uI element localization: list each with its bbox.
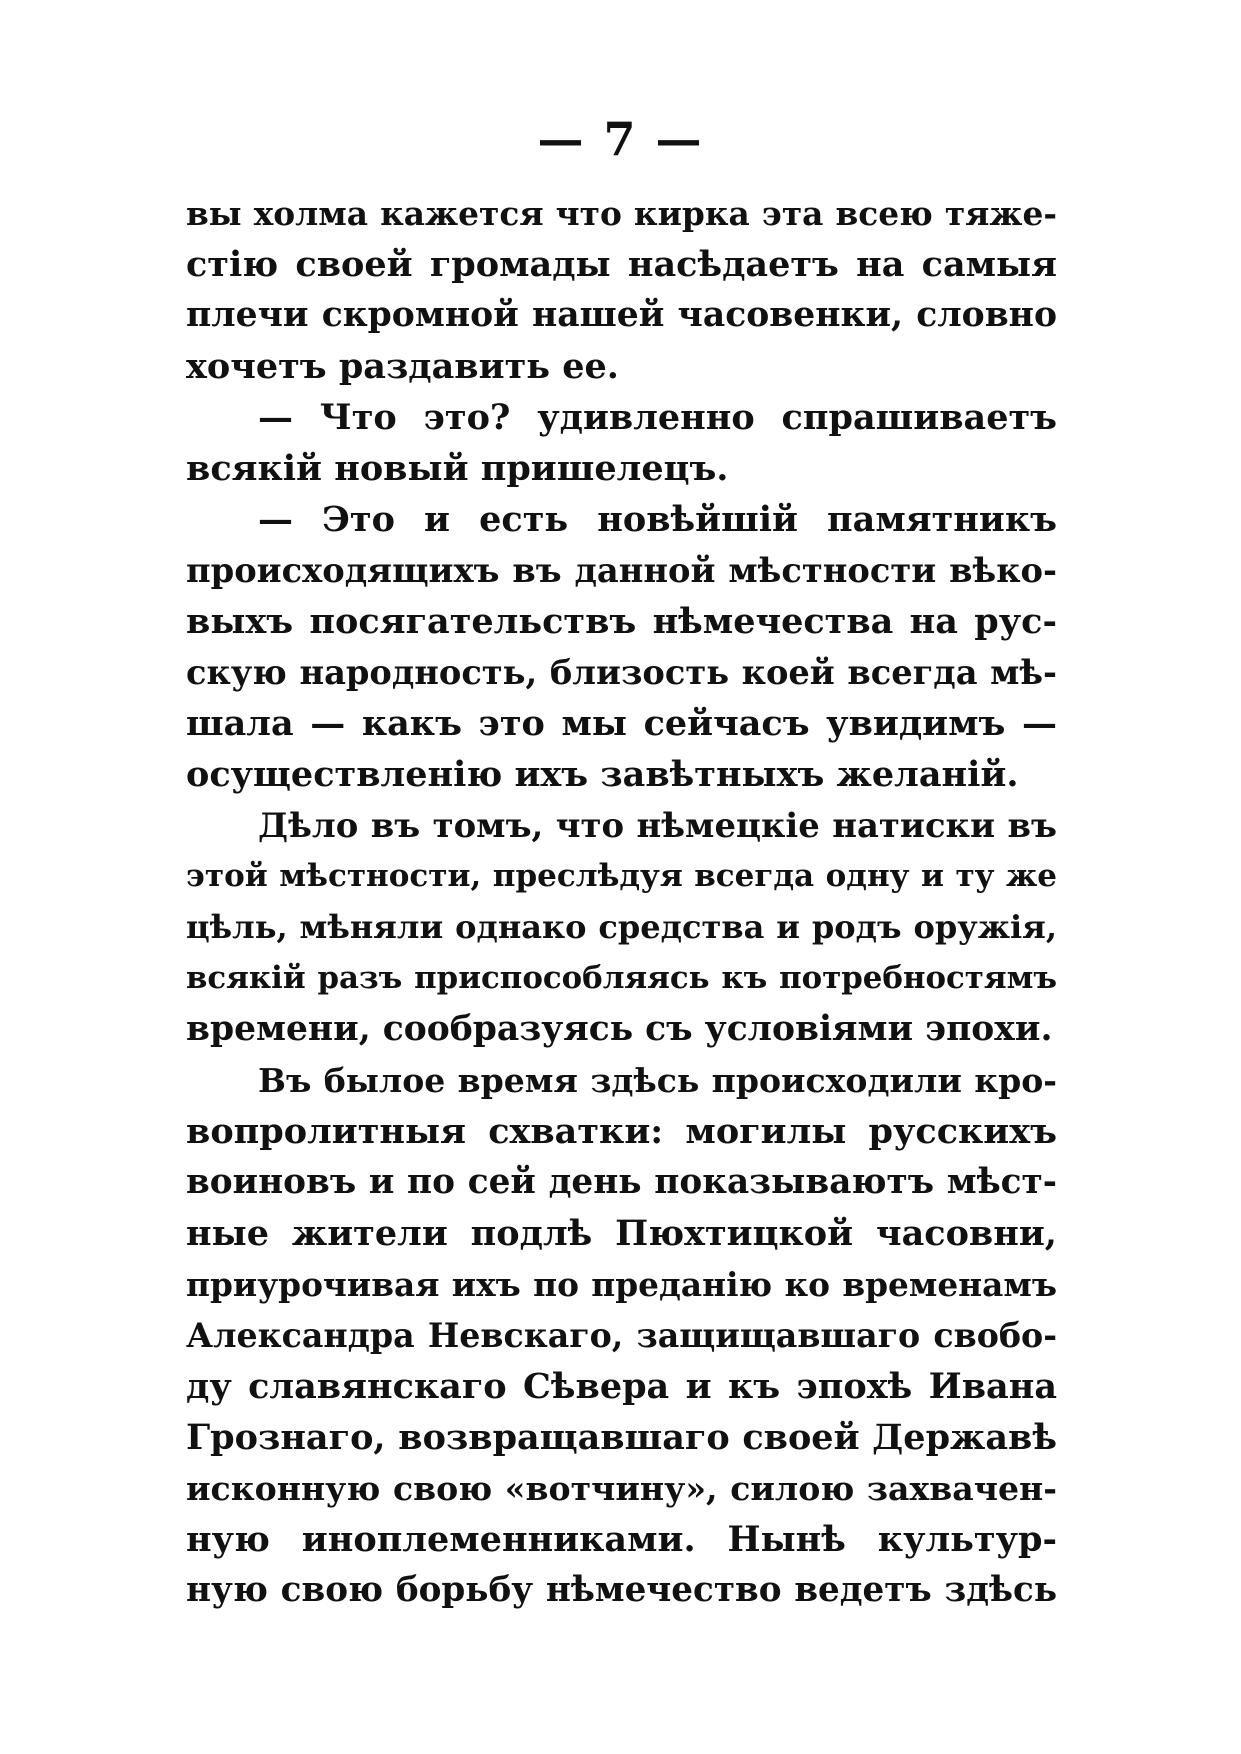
text-line: ду славянскаго Сѣвера и къ эпохѣ Ивана [186, 1366, 1057, 1407]
text-line: Грознаго, возвращавшаго своей Державѣ [186, 1417, 1057, 1458]
text-line: ную иноплеменниками. Нынѣ культур- [186, 1519, 1057, 1560]
text-line: шала — какъ это мы сейчасъ увидимъ — [186, 703, 1057, 744]
text-line: осуществленію ихъ завѣтныхъ желаній. [186, 754, 1019, 795]
text-line: воиновъ и по сей день показываютъ мѣст- [186, 1162, 1057, 1202]
text-line: хочетъ раздавить ее. [186, 346, 619, 387]
text-line: Дѣло въ томъ, что нѣмецкіе натиски въ [258, 805, 1057, 845]
text-line: всякій новый пришелецъ. [186, 448, 729, 489]
text-line: исконную свою «вотчину», силою захвачен- [186, 1469, 1057, 1508]
text-line: происходящихъ въ данной мѣстности вѣко- [186, 550, 1057, 590]
text-line: Въ былое время здѣсь происходили кро- [258, 1061, 1057, 1100]
text-line: этой мѣстности, преслѣдуя всегда одну и ту же [186, 858, 1057, 894]
text-line: плечи скромной нашей часовенки, словно [186, 295, 1057, 335]
text-line: времени, сообразуясь съ условіями эпохи. [186, 1009, 1053, 1049]
text-line: цѣль, мѣняли однако средства и родъ оружія, [186, 908, 1057, 946]
text-line: всякій разъ приспособляясь къ потребностямъ [186, 960, 1057, 996]
page-number: — 7 — [537, 112, 704, 166]
text-line: ную свою борьбу нѣмечество ведетъ здѣсь [186, 1570, 1057, 1610]
text-line: скую народность, близость коей всегда мѣ- [186, 652, 1057, 692]
text-line: вы холма кажется что кирка эта всею тяже- [186, 194, 1057, 233]
text-line: ные жители подлѣ Пюхтицкой часовни, [186, 1213, 1057, 1254]
body-text [186, 188, 1057, 1616]
text-line: приурочивая ихъ по преданію ко временамъ [186, 1265, 1057, 1304]
text-line: выхъ посягательствъ нѣмечества на рус- [186, 601, 1057, 642]
text-line: стію своей громады насѣдаетъ на самыя [186, 244, 1057, 285]
text-line: — Что это? удивленно спрашиваетъ [258, 397, 1057, 438]
text-line: Александра Невскаго, защищавшаго свобо- [186, 1316, 1057, 1355]
text-line: вопролитныя схватки: могилы русскихъ [186, 1111, 1057, 1152]
text-line: — Это и есть новѣйшій памятникъ [258, 499, 1057, 540]
